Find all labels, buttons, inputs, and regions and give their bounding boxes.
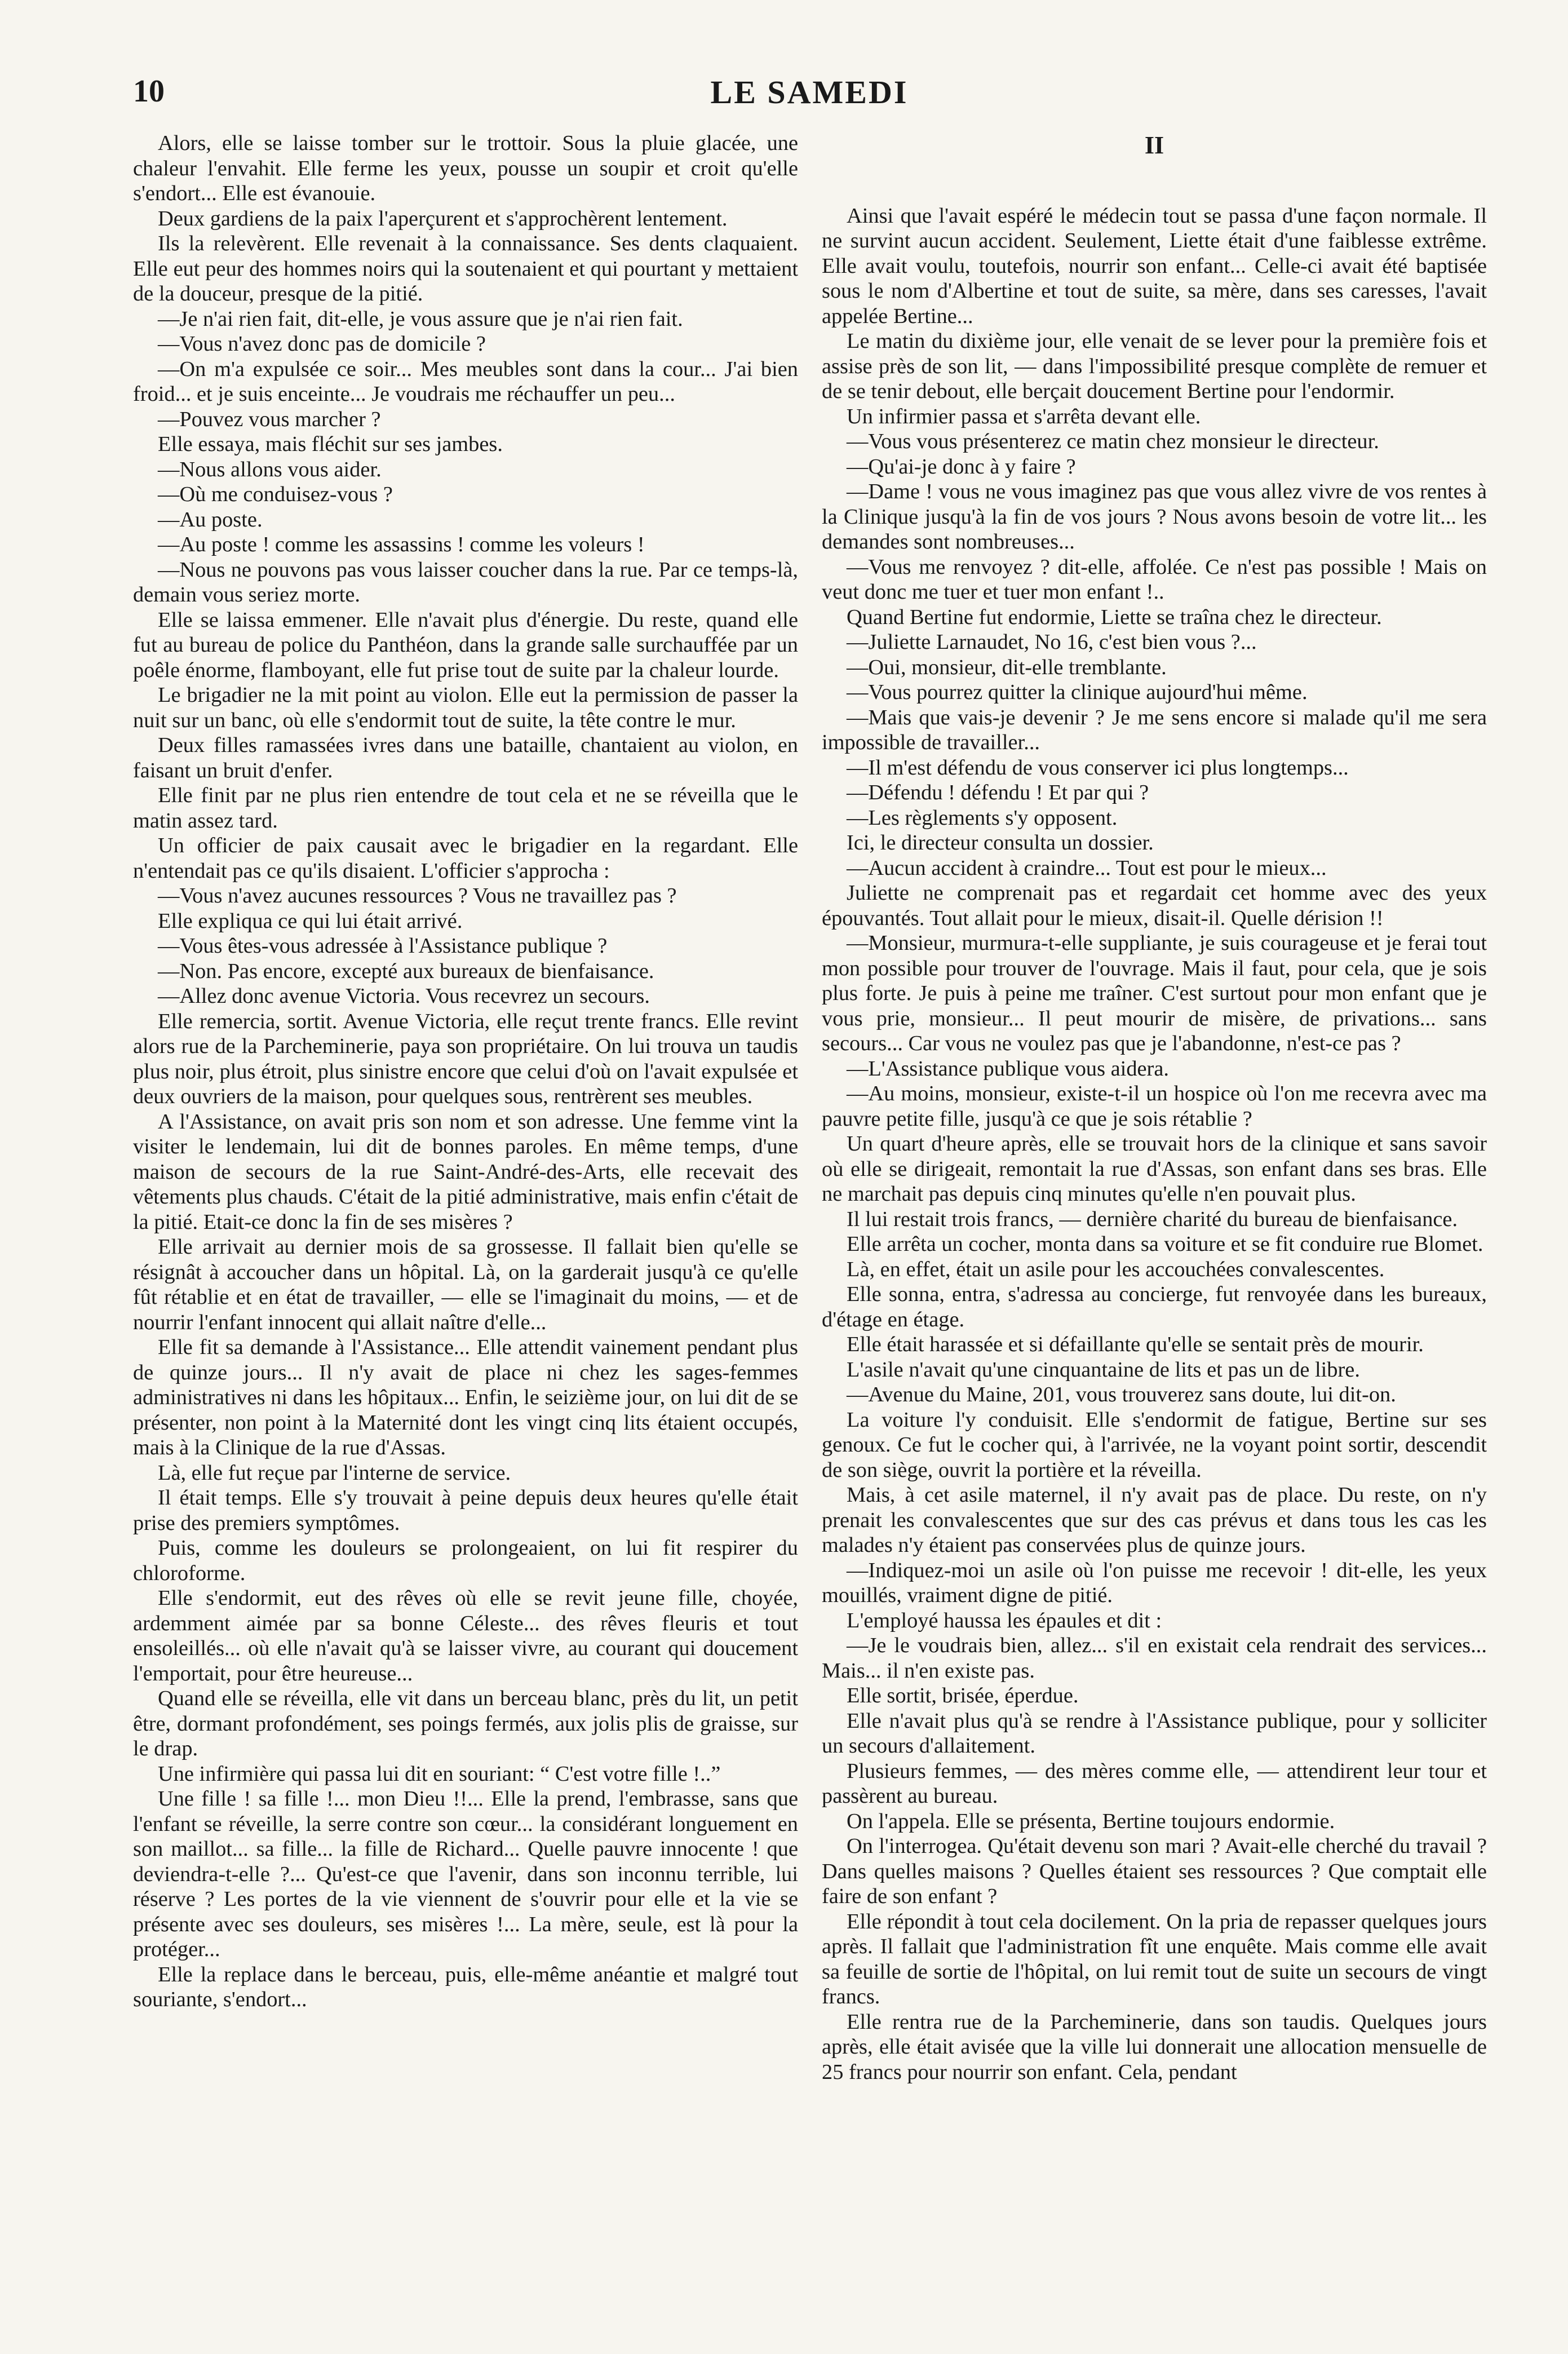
paragraph: —Je n'ai rien fait, dit-elle, je vous assure que je n'ai rien fait.: [158, 307, 683, 331]
paragraph: —Nous ne pouvons pas vous laisser coucher dans la rue. Par ce temps-là, demain vous seriez morte.: [133, 557, 798, 607]
paragraph: Le matin du dixième jour, elle venait de se lever pour la première fois et assise près de son lit, — dans l'impossibilité presque complète de remuer et de se tenir debout, elle berçait doucement Bertine pour l'endormir.: [822, 329, 1487, 403]
paragraph: A l'Assistance, on avait pris son nom et son adresse. Une femme vint la visiter le lendemain, lui dit de bonnes paroles. En même temps, d'une maison de secours de la rue Saint-André-des-Arts, elle recevait des vêtements plus chauds. C'était de la pitié administrative, mais enfin c'était de la pitié. Etait-ce donc la fin de ses misères ?: [133, 1109, 798, 1234]
paragraph: Ils la relevèrent. Elle revenait à la connaissance. Ses dents claquaient. Elle eut peur des hommes noirs qui la soutenaient et qui pourtant y mettaient de la douceur, presque de la pitié.: [133, 232, 798, 306]
paragraph: Il lui restait trois francs, — dernière charité du bureau de bienfaisance.: [847, 1207, 1458, 1231]
paragraph: L'asile n'avait qu'une cinquantaine de lits et pas un de libre.: [847, 1357, 1360, 1382]
paragraph: Alors, elle se laisse tomber sur le trottoir. Sous la pluie glacée, une chaleur l'envahit. Elle ferme les yeux, pousse un soupir et croit qu'elle s'endort... Elle est évanouie.: [133, 131, 798, 205]
paragraph: Un infirmier passa et s'arrêta devant elle.: [847, 404, 1201, 428]
paragraph: —Vous êtes-vous adressée à l'Assistance publique ?: [158, 934, 608, 958]
paragraph: —Au poste ! comme les assassins ! comme les voleurs !: [158, 533, 645, 556]
paragraph: —Allez donc avenue Victoria. Vous recevrez un secours.: [158, 984, 650, 1008]
paragraph: Elle la replace dans le berceau, puis, elle-même anéantie et malgré tout souriante, s'endort...: [133, 1962, 798, 2011]
paragraph: —Dame ! vous ne vous imaginez pas que vous allez vivre de vos rentes à la Clinique jusqu'à la fin de vos jours ? Nous avons besoin de votre lit... les demandes sont nombreuses...: [822, 480, 1487, 554]
paragraph: Elle expliqua ce qui lui était arrivé.: [158, 909, 463, 933]
paragraph: Elle sonna, entra, s'adressa au concierge, fut renvoyée dans les bureaux, d'étage en étage.: [822, 1282, 1487, 1331]
paragraph: —Monsieur, murmura-t-elle suppliante, je suis courageuse et je ferai tout mon possible pour trouver de l'ouvrage. Mais il faut, pour cela, que je sois plus forte. Je puis à peine me traîner. C'est surtout pour mon enfant que je vous prie, monsieur... Il peut mourir de misère, de privations... sans secours... Car vous ne voulez pas que je l'abandonne, n'est-ce pas ?: [822, 931, 1487, 1055]
paragraph: Elle finit par ne plus rien entendre de tout cela et ne se réveilla que le matin assez tard.: [133, 784, 798, 833]
chapter-heading: II: [1144, 131, 1164, 159]
paragraph: Quand Bertine fut endormie, Liette se traîna chez le directeur.: [847, 605, 1382, 629]
paragraph: —Avenue du Maine, 201, vous trouverez sans doute, lui dit-on.: [847, 1383, 1396, 1406]
paragraph: Ainsi que l'avait espéré le médecin tout se passa d'une façon normale. Il ne survint aucun accident. Seulement, Liette était d'une faiblesse extrême. Elle avait voulu, toutefois, nourrir son enfant... Celle-ci avait été baptisée sous le nom d'Albertine et tout de suite, sa mère, dans ses caresses, l'avait appelée Bertine...: [822, 203, 1487, 328]
paragraph: —Au moins, monsieur, existe-t-il un hospice où l'on me recevra avec ma pauvre petite fille, jusqu'à ce que je sois rétablie ?: [822, 1082, 1487, 1131]
paragraph: —Au poste.: [158, 507, 263, 532]
paragraph: Elle n'avait plus qu'à se rendre à l'Assistance publique, pour y solliciter un secours d'allaitement.: [822, 1709, 1487, 1758]
paragraph: Elle répondit à tout cela docilement. On la pria de repasser quelques jours après. Il fallait que l'administration fît une enquête. Mais comme elle avait sa feuille de sortie de l'hôpital, on lui remit tout de suite un secours de vingt francs.: [822, 1909, 1487, 2008]
paragraph: —Vous n'avez aucunes ressources ? Vous ne travaillez pas ?: [158, 884, 677, 908]
paragraph: —Où me conduisez-vous ?: [158, 483, 393, 506]
paragraph: —Juliette Larnaudet, No 16, c'est bien vous ?...: [847, 630, 1257, 654]
paragraph: —Oui, monsieur, dit-elle tremblante.: [847, 655, 1167, 679]
paragraph: Un officier de paix causait avec le brigadier en la regardant. Elle n'entendait pas ce qu'ils disaient. L'officier s'approcha :: [133, 834, 798, 883]
paragraph: Elle sortit, brisée, éperdue.: [847, 1684, 1079, 1707]
paragraph: Elle était harassée et si défaillante qu'elle se sentait près de mourir.: [847, 1333, 1424, 1356]
paragraph: Deux gardiens de la paix l'aperçurent et s'approchèrent lentement.: [158, 206, 728, 231]
paragraph: Il était temps. Elle s'y trouvait à peine depuis deux heures qu'elle était prise des premiers symptômes.: [133, 1486, 798, 1535]
paragraph: —Indiquez-moi un asile où l'on puisse me recevoir ! dit-elle, les yeux mouillés, vraiment digne de pitié.: [822, 1558, 1487, 1607]
page-number: 10: [133, 74, 165, 109]
paragraph: Elle arrêta un cocher, monta dans sa voiture et se fit conduire rue Blomet.: [847, 1232, 1483, 1256]
paragraph: Plusieurs femmes, — des mères comme elle, — attendirent leur tour et passèrent au bureau.: [822, 1759, 1487, 1808]
paragraph: —Défendu ! défendu ! Et par qui ?: [847, 781, 1149, 804]
paragraph: —Aucun accident à craindre... Tout est pour le mieux...: [847, 856, 1327, 880]
journal-title: LE SAMEDI: [710, 74, 909, 110]
paragraph: L'employé haussa les épaules et dit :: [847, 1608, 1162, 1632]
paragraph: Le brigadier ne la mit point au violon. Elle eut la permission de passer la nuit sur un banc, où elle s'endormit tout de suite, la tête contre le mur.: [133, 683, 798, 732]
paragraph: Elle remercia, sortit. Avenue Victoria, elle reçut trente francs. Elle revint alors rue de la Parcheminerie, paya son propriétaire. On lui trouva un taudis plus noir, plus étroit, plus sinistre encore que celui d'où on l'avait expulsée et deux ouvriers de la maison, pour quelques sous, rentrèrent ses meubles.: [133, 1009, 798, 1108]
right-column: [822, 131, 1487, 2318]
paragraph: —Non. Pas encore, excepté aux bureaux de bienfaisance.: [158, 959, 654, 983]
paragraph: —Vous n'avez donc pas de domicile ?: [158, 332, 486, 356]
paragraph: Elle rentra rue de la Parcheminerie, dans son taudis. Quelques jours après, elle était avisée que la ville lui donnerait une allocation mensuelle de 25 francs pour nourrir son enfant. Cela, pendant: [822, 2010, 1487, 2084]
paragraph: Juliette ne comprenait pas et regardait cet homme avec des yeux épouvantés. Tout allait pour le mieux, disait-il. Quelle dérision !!: [822, 881, 1487, 930]
page-header: [133, 73, 1486, 124]
paragraph: Là, en effet, était un asile pour les accouchées convalescentes.: [847, 1257, 1385, 1281]
paragraph: —Nous allons vous aider.: [158, 457, 382, 481]
paragraph: On l'appela. Elle se présenta, Bertine toujours endormie.: [847, 1809, 1335, 1833]
paragraph: —Vous vous présenterez ce matin chez monsieur le directeur.: [847, 430, 1379, 453]
left-column: [133, 131, 798, 2318]
paragraph: On l'interrogea. Qu'était devenu son mari ? Avait-elle cherché du travail ? Dans quelles maisons ? Quelles étaient ses ressources ? Que comptait elle faire de son enfant ?: [822, 1834, 1487, 1908]
paragraph: —Je le voudrais bien, allez... s'il en existait cela rendrait des services... Mais... il n'en existe pas.: [822, 1634, 1487, 1683]
paragraph: —Vous me renvoyez ? dit-elle, affolée. Ce n'est pas possible ! Mais on veut donc me tuer et tuer mon enfant !..: [822, 555, 1487, 604]
paragraph: Elle s'endormit, eut des rêves où elle se revit jeune fille, choyée, ardemment aimée par sa bonne Céleste... des rêves fleuris et tout ensoleillés... où elle n'avait qu'à se laisser vivre, au courant qui doucement l'emportait, pour être heureuse...: [133, 1586, 798, 1685]
paragraph: Une fille ! sa fille !... mon Dieu !!... Elle la prend, l'embrasse, sans que l'enfant se réveille, la serre contre son cœur... la considérant longuement en son maillot... sa fille... la fille de Richard... Quelle pauvre innocente ! que deviendra-t-elle ?... Qu'est-ce que l'avenir, dans son inconnu terrible, lui réserve ? Les portes de la vie viennent de s'ouvrir pour elle et la vie se présente avec ses douleurs, ses misères !... La mère, seule, est là pour la protéger...: [133, 1787, 798, 1961]
paragraph: Deux filles ramassées ivres dans une bataille, chantaient au violon, en faisant un bruit d'enfer.: [133, 733, 798, 782]
paragraph: —Les règlements s'y opposent.: [847, 806, 1118, 830]
paragraph: Une infirmière qui passa lui dit en souriant: “ C'est votre fille !..”: [158, 1762, 721, 1786]
paragraph: Elle essaya, mais fléchit sur ses jambes.: [158, 432, 503, 456]
paragraph: Un quart d'heure après, elle se trouvait hors de la clinique et sans savoir où elle se dirigeait, remontait la rue d'Assas, son enfant dans ses bras. Elle ne marchait pas depuis cinq minutes qu'elle n'en pouvait plus.: [822, 1132, 1487, 1206]
paragraph: Elle arrivait au dernier mois de sa grossesse. Il fallait bien qu'elle se résignât à accoucher dans un hôpital. Là, on la garderait jusqu'à ce qu'elle fût rétablie et en état de travailler, — elle se l'imaginait du moins, — et de nourrir l'enfant innocent qui allait naître d'elle...: [133, 1235, 798, 1334]
paragraph: —Il m'est défendu de vous conserver ici plus longtemps...: [847, 755, 1349, 780]
paragraph: Ici, le directeur consulta un dossier.: [847, 831, 1154, 855]
paragraph: Elle fit sa demande à l'Assistance... Elle attendit vainement pendant plus de quinze jours... Il n'y avait de place ni chez les sages-femmes administratives ni dans les hôpitaux... Enfin, le seizième jour, on lui dit de se présenter, non point à la Maternité dont les vingt cinq lits étaient occupés, mais à la Clinique de la rue d'Assas.: [133, 1335, 798, 1459]
paragraph: —Pouvez vous marcher ?: [158, 407, 381, 431]
paragraph: Puis, comme les douleurs se prolongeaient, on lui fit respirer du chloroforme.: [133, 1536, 798, 1585]
paragraph: —Mais que vais-je devenir ? Je me sens encore si malade qu'il me sera impossible de travailler...: [822, 705, 1487, 754]
paragraph: —L'Assistance publique vous aidera.: [847, 1056, 1169, 1081]
paragraph: La voiture l'y conduisit. Elle s'endormit de fatigue, Bertine sur ses genoux. Ce fut le cocher qui, à l'arrivée, ne la voyant point sortir, descendit de son siège, ouvrit la portière et la réveilla.: [822, 1408, 1487, 1482]
paragraph: —On m'a expulsée ce soir... Mes meubles sont dans la cour... J'ai bien froid... et je suis enceinte... Je voudrais me réchauffer un peu...: [133, 357, 798, 406]
paragraph: Là, elle fut reçue par l'interne de service.: [158, 1461, 511, 1485]
paragraph: Quand elle se réveilla, elle vit dans un berceau blanc, près du lit, un petit être, dormant profondément, ses poings fermés, aux jolis plis de graisse, sur le drap.: [133, 1687, 798, 1760]
right-column-body: [822, 203, 1487, 2085]
paragraph: —Qu'ai-je donc à y faire ?: [847, 454, 1076, 479]
paragraph: Elle se laissa emmener. Elle n'avait plus d'énergie. Du reste, quand elle fut au bureau de police du Panthéon, dans la grande salle surchauffée par un poêle énorme, flamboyant, elle fut prise tout de suite par la chaleur lourde.: [133, 608, 798, 682]
paragraph: Mais, à cet asile maternel, il n'y avait pas de place. Du reste, on n'y prenait les convalescentes que sur des cas prévus et dans tous les cas les malades n'y étaient pas conservées plus de quinze jours.: [822, 1483, 1487, 1557]
paragraph: —Vous pourrez quitter la clinique aujourd'hui même.: [847, 680, 1308, 704]
